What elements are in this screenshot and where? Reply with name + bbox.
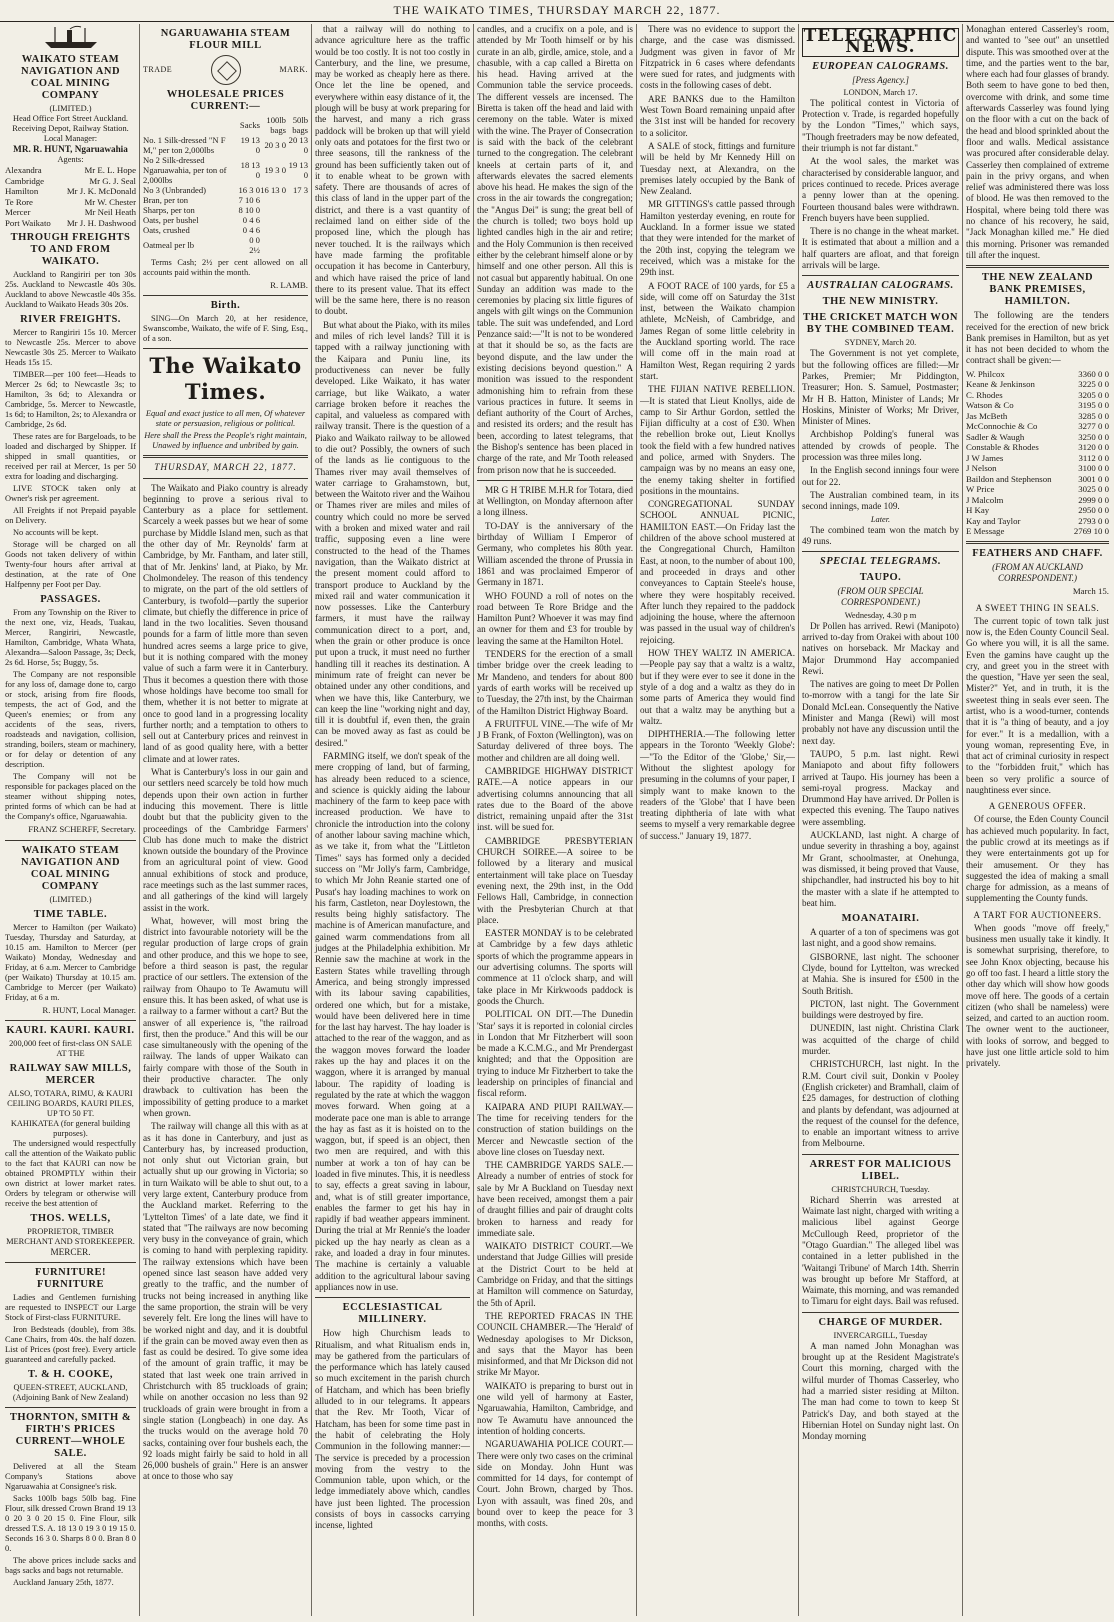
news-item: A FRUITFUL VINE.—The wife of Mr J B Frank, of Foxton (Wellington), was on Saturday delivered of three boys. The mother and children are all doing well. xyxy=(477,718,633,763)
passages-text: From any Township on the River to the next one, viz, Heads, Tuakau, Mercer, Rangiriri, Newcastle, Hamilton, Cambridge, Whata Whata, Alexandra—Saloon Passage, 3s; Deck, 2s 6d. Horse, 5s; Buggy, 5s. xyxy=(5,608,136,668)
agent-name: Mr G. J. Seal xyxy=(89,175,136,186)
price-cell: 20 3 0 xyxy=(264,140,286,150)
bank-heading: THE NEW ZEALAND BANK PREMISES, HAMILTON. xyxy=(981,272,1094,308)
price-row xyxy=(143,135,308,155)
column-4 xyxy=(473,24,636,1616)
arrest-date: CHRISTCHURCH, Tuesday. xyxy=(831,1184,930,1194)
news-item: MR GITTINGS's cattle passed through Hamilton yesterday evening, en route for Auckland. In a former issue we stated that they were intended for the market of the 20th inst, copying the telegram we received, which was a mistake for the 29th inst. xyxy=(640,199,795,278)
telegraphic-title: TELEGRAPHIC NEWS. xyxy=(803,26,958,58)
tender-name: W Price xyxy=(966,484,995,495)
editorial-paragraph: FARMING itself, we don't speak of the mere cropping of land, but of farming, has already been reduced to a science, and science is quickly aiding the labour machinery of the farm to keep pace with increased production. We have to chronicle the introduction into the colony of another labour saving machine which, as we take it, from what the "Littleton Times" says has formed only a decided success on "Mr Jolly's farm, Cambridge, to which Mr John Reanie started one of Pusat's hay loading machines to work on his farm, Castleton, near Doylestown, the results being highly satisfactory. The machine is of American manufacture, and gained warm commendations from all judges at the Philadelphia exhibition. Mr Rennie saw the machine at work in the Eastern States while travelling through America, and being strongly impressed with its labour saving capabilities, ordered one which, but for a mistake, would have been delivered here in time for the last hay harvest. The hay loader is attached to the rear of the waggon, and as the waggon moves forward the loader rakes up the hay and places it on the waggon, where it is arranged by manual labour. The rapidity of loading is regulated by the rate at which the waggon moves forward. When going at a moderate pace one man is able to arrange the hay as fast as it is hoisted on to the waggon, but, if speed is an object, then two men are required, and with this number at work a ton of hay can be loaded in five minutes. This, it is needless to say, effects a great saving in labour, and, what is of still greater importance, enables the farmer to get his hay in rapidly if bad weather appears imminent. During the trial at Mr Rennie's the loader picked up the hay nearly as clean as a rake, and loaded a dray in four minutes. The machine is certainly a valuable addition to the agricultural labour saving appliances now in use. xyxy=(315,751,470,1292)
date-line: THURSDAY, MARCH 22, 1877. xyxy=(154,462,297,473)
tender-row xyxy=(966,526,1109,537)
offer-heading: A GENEROUS OFFER. xyxy=(988,801,1087,812)
tender-amount: 3025 0 0 xyxy=(1078,484,1109,495)
tender-name: Keane & Jenkinson xyxy=(966,379,1035,390)
price-cell: 19 13 0 xyxy=(288,160,308,180)
editorial-paragraph: that a railway will do nothing to advance agriculture here as the traffic would be too costly. It is not too costly in Canterbury, and the line, we presume, may be worked as cheaply here as there. Once let the line be opened, and everywhere within easy distance of it, the plough will be busy at work preparing for the harvest, and many a rich grass paddock will be broken up that will yield only oats and potatoes for the first two or three seasons, till the rankness of the ground has been sufficiently taken out of it to enable wheat to be grown with safety. There are thousands of acres of this class of land in the upper part of the district, and there is a vast quantity of reclaimed land on either side of the proposed line, which the plough has never touched. It is the railways which have made farming the profitable occupation it has become in Canterbury, and which have raised the price of land there to its present value. That its effect will be the same here, there is no reason to doubt. xyxy=(315,24,470,317)
tender-amount: 2999 0 0 xyxy=(1078,494,1109,505)
ecclesiastical-text: How high Churchism leads to Ritualism, and what Ritualism ends in, may be gathered from the particulars of the performance which has lately caused so much excitement in the parish church of Hatcham, and which has been briefly alluded to in our telegrams. It appears that the Rev. Mr Tooth, Vicar of Hatcham, has been for some time past in the habit of celebrating the Holy Communion in the following manner:—The service is preceded by a procession moving from the vestry to the Communion table, upon which, or the ledge immediately above which, candles have just been lighted. The procession consists of boys in cassocks carrying incense, lighted xyxy=(315,1328,470,1531)
furniture-heading: FURNITURE! FURNITURE xyxy=(35,1267,106,1291)
murder-heading: CHARGE OF MURDER. xyxy=(818,1316,943,1328)
price-row xyxy=(143,155,308,185)
price-cell: Bran, per ton xyxy=(143,195,189,205)
tender-amount: 2769 10 0 xyxy=(1073,526,1109,537)
price-cell: 0 4 6 xyxy=(242,215,260,225)
tender-row xyxy=(966,400,1109,411)
price-cell: Oatmeal per lb xyxy=(143,240,195,250)
news-paragraph: At the wool sales, the market was characterised by considerable languor, and prices continued to recede. Prices average a penny lower than at the opening. Fourteen thousand bales were withdrawn. French buyers have been supplied. xyxy=(802,156,959,223)
column-2 xyxy=(139,24,311,1616)
later-text: The combined team won the match by 49 runs. xyxy=(802,524,959,546)
paper-title: The Waikato Times. xyxy=(149,353,302,405)
price-cell: No. 1 Silk-dressed "N F M," per ton 2,000lbs xyxy=(143,135,226,155)
manager-label: Local Manager: xyxy=(43,134,98,143)
agents-list xyxy=(5,165,136,228)
liability-text: The Company are not responsible for any loss of, damage done to, cargo or stock, arising from fire floods, tempests, the act of God, and the Queen's enemies; or from any accidents of the seas, rivers, roadsteads and navigation, collision, stranding, boilers, steam or machinery, or for delay or detention of any description. xyxy=(5,670,136,770)
storage-text: Storage will be charged on all Goods not taken delivery of within Twenty-four hours after arrival at destination, at the rate of One Halfpenny per Foot per Day. xyxy=(5,540,136,590)
price-cell xyxy=(286,205,308,215)
divider xyxy=(802,1154,959,1155)
news-item: POLITICAL ON DIT.—The Dunedin 'Star' says it is reported in colonial circles in London that Mr Fitzherbert will soon be made a K.C.M.G., and Mr Prendergast knighted; and that the Opposition are trying to induce Mr Fitzherbert to take the leadership on principles of financial and fiscal reform. xyxy=(477,1009,633,1099)
price-row xyxy=(143,195,308,205)
passages-heading: PASSAGES. xyxy=(40,594,101,606)
divider xyxy=(802,551,959,552)
divider xyxy=(5,1020,136,1021)
price-row xyxy=(143,215,308,225)
thornton-note: The above prices include sacks and bags sacks and bags not returnable. xyxy=(5,1556,136,1576)
steamer-icon xyxy=(41,24,101,50)
wells-role: PROPRIETOR, TIMBER MERCHANT AND STOREKEEPER. xyxy=(6,1226,135,1246)
european-sub: [Press Agency.] xyxy=(852,74,909,85)
divider xyxy=(802,1312,959,1313)
taupo-heading: TAUPO. xyxy=(859,572,902,584)
seal-heading: A SWEET THING IN SEALS. xyxy=(975,602,1100,613)
news-paragraph: TAUPO, 5 p.m. last night. Rewi Maniapoto and about fifty followers arrived at Taupo. His journey has been a semi-royal progress. Mackay and Drummond Hay have arrived. Dr Pollen is expected this evening. The Taupo natives were assembling. xyxy=(802,748,959,827)
news-item: WHO FOUND a roll of notes on the road between Te Rore Bridge and the Hamilton Punt? Whoever it was may find an owner for them and £3 for trouble by leaving the same at the Hamilton Hotel. xyxy=(477,590,633,646)
news-paragraph: The Government is not yet complete, but the following offices are filled:—Mr Parkes, Premier; Mr Piddington, Treasurer; Hon. S. Samuel, Postmaster; Mr H B. Hatton, Minister of Lands; Mr Hoskins, Minister of Works; Mr Driver, Minister of Mines. xyxy=(802,348,959,427)
news-item: ARE BANKS due to the Hamilton West Town Board remaining unpaid after the 31st inst will be handed for recovery to a solicitor. xyxy=(640,93,795,138)
packages-text: The Company will not be responsible for packages placed on the steamer without shipping notes, printed forms of which can be had at the Company's office, Ngaruawahia. xyxy=(5,772,136,822)
divider xyxy=(143,478,308,479)
dunedin-text: DUNEDIN, last night. Christina Clark was acquitted of the charge of child murder. xyxy=(802,1023,959,1057)
agent-row xyxy=(5,218,136,229)
auckland-text: AUCKLAND, last night. A charge of undue severity in thrashing a boy, against Mr Grant, schoolmaster, at Onehunga, was dismissed, it being proved that Vause, shipchandler, had instructed his boy to hit the master with a slate if he attempted to beat him. xyxy=(802,830,959,908)
divider xyxy=(802,275,959,276)
news-item: CAMBRIDGE PRESBYTERIAN CHURCH SOIREE.—A soiree to be followed by a literary and musical entertainment will take place on Tuesday evening next, the 29th inst, in the Odd Fellows Hall, Cambridge, in connection with the Presbyterian Church at that place. xyxy=(477,835,633,925)
manager-name: MR. R. HUNT, Ngaruawahia xyxy=(13,144,128,154)
new-ministry-heading: THE NEW MINISTRY. xyxy=(822,296,939,308)
timetable-signature: R. HUNT, Local Manager. xyxy=(42,1004,136,1015)
news-item: WAIKATO DISTRICT COURT.—We understand that Judge Gillies will preside at the District Court to be held at Cambridge on Friday, and that the sittings at Hamilton will commence on Saturday, the 5th of April. xyxy=(477,1241,633,1308)
australian-date: SYDNEY, March 20. xyxy=(844,338,917,348)
agent-name: Mr Neil Heath xyxy=(84,207,136,218)
price-col-header: 50lb bags xyxy=(292,115,308,135)
company-name: WAIKATO STEAM NAVIGATION AND COAL MINING COMPANY xyxy=(20,54,121,101)
tender-row xyxy=(966,369,1109,380)
company-name-2: WAIKATO STEAM NAVIGATION AND COAL MINING COMPANY xyxy=(20,844,121,892)
tender-name: J Malcolm xyxy=(966,494,1004,505)
river-text: Mercer to Rangiriri 15s 10. Mercer to Newcastle 25s. Mercer to above Newcastle 30s 25. Mercer to Waikato Heads 15s 15. xyxy=(5,328,136,368)
tender-row xyxy=(966,411,1109,422)
company-limited-2: (LIMITED.) xyxy=(49,894,92,904)
secretary-signature: FRANZ SCHERFF, Secretary. xyxy=(28,824,136,835)
tender-amount: 3360 0 0 xyxy=(1078,368,1109,379)
price-cell: 0 0 2½ xyxy=(249,235,260,255)
telegraphic-title-block xyxy=(802,28,959,57)
tender-row xyxy=(966,390,1109,401)
price-cell xyxy=(286,225,308,235)
news-item: KAIPARA AND PIUPI RAILWAY.—The time for receiving tenders for the construction of station buildings on the Mercer and Newcastle section of the above line closes on Tuesday next. xyxy=(477,1101,633,1157)
news-item: A FOOT RACE of 100 yards, for £5 a side, will come off on Saturday the 31st inst, between the Waikato champion athlete, McNeish, of Cambridge, and James Regan of some little celebrity in the Auckland sporting world. The race will come off in the main road at Hamilton West, Regan requiring 2 yards start. xyxy=(640,280,795,381)
feathers-sub: (FROM AN AUCKLAND CORRESPONDENT.) xyxy=(992,561,1083,584)
price-cell: 20 13 0 xyxy=(288,135,308,155)
freight-text: Auckland to Rangiriri per ton 30s 25s. Auckland to Newcastle 40s 30s. Auckland to above Newcastle 40s 35s. Auckland to Waikato Heads 30s 20s. xyxy=(5,270,136,310)
river-heading: RIVER FREIGHTS. xyxy=(20,314,121,326)
price-row xyxy=(143,225,308,235)
column-7 xyxy=(962,24,1112,1616)
news-item: WAIKATO is preparing to burst out in one wild yell of harmony at Easter, Ngaruawahia, Hamilton, Cambridge, and now Te Awamutu have announced the intention of holding concerts. xyxy=(477,1380,633,1436)
tender-amount: 3205 0 0 xyxy=(1078,389,1109,400)
thornton-heading: THORNTON, SMITH & FIRTH'S PRICES CURRENT—WHOLE SALE. xyxy=(9,1412,132,1460)
tender-name: Sadler & Waugh xyxy=(966,431,1025,442)
wholesale-heading: WHOLESALE PRICES CURRENT:— xyxy=(166,89,285,112)
tender-name: J Nelson xyxy=(966,463,997,474)
price-cell: 18 13 0 xyxy=(240,160,260,180)
tender-name: W. Philcox xyxy=(966,368,1005,379)
agent-town: Hamilton xyxy=(5,186,39,197)
news-item: EASTER MONDAY is to be celebrated at Cambridge by a few days athletic sports of which the programme appears in our advertising columns. The sports will commence at 11 o'clock sharp, and will take place in Mr Kirkwoods paddock is goods the Church. xyxy=(477,928,633,1006)
editorial-paragraph: What, however, will most bring the district into favourable notoriety will be the regular production of large crops of grain and other produce, and this we hope to see, before a third season is past, the regular practice of our settlers. The extension of the railway from Ohaupo to Te Awamutu will ensure this. It has been asked, of what use is a railway to a farmer without a cart? But the answer of all experience is, "the railroad first, then the produce." And this will be our case simultaneously with the opening of the railway. The lands of upper Waikato can fairly compare with those of the South in their productive character. The only drawback to cultivation has been the impossibility of getting produce to a market when grown. xyxy=(143,915,308,1118)
murder-text: A man named John Monaghan was brought up at the Resident Magistrate's Court this morning, charged with the wilful murder of Thomas Casserley, who had a married sister residing at Milton. The man had come to town to keep St Patrick's Day, and both stayed at the Hibernian Hotel on Sunday night last. On Monday morning xyxy=(802,1340,959,1442)
divider xyxy=(143,295,308,296)
agent-town: Alexandra xyxy=(5,165,42,176)
accounts-text: No accounts will be kept. xyxy=(13,528,99,538)
news-paragraph: There is no change in the wheat market. It is estimated that about a million and a half quarters are afloat, and that foreign arrivals will be large. xyxy=(802,226,959,271)
price-cell: 7 10 6 xyxy=(238,195,260,205)
price-cell xyxy=(286,215,308,225)
tender-amount: 3277 0 0 xyxy=(1078,421,1109,432)
tender-row xyxy=(966,505,1109,516)
trade-label: TRADE xyxy=(143,65,173,75)
tender-amount: 3120 0 0 xyxy=(1078,442,1109,453)
price-cell: No 3 (Unbranded) xyxy=(143,185,207,195)
news-item: MR G H TRIBE M.H.R for Totara, died at Wellington, on Monday afternoon after a long illness. xyxy=(477,484,633,518)
agent-name: Mr J. K. McDonald xyxy=(66,186,136,197)
news-item: There was no evidence to support the charge, and the case was dismissed. Judgment was given in favor of Mr Fitzpatrick in 6 cases where defendants were sued for rates, and judgments with costs in the following cases of debt. xyxy=(640,24,795,91)
agent-row xyxy=(5,186,136,197)
australian-text xyxy=(802,348,959,512)
european-heading: EUROPEAN CALOGRAMS. xyxy=(812,60,949,72)
agent-name: Mr J. H. Dashwood xyxy=(66,217,136,228)
murder-date: INVERCARGILL, Tuesday xyxy=(833,1330,928,1340)
wells-town: MERCER. xyxy=(50,1246,91,1257)
price-cell: Oats, crushed xyxy=(143,225,190,235)
tender-row xyxy=(966,495,1109,506)
news-item: THE REPORTED FRACAS IN THE COUNCIL CHAMBER.—The 'Herald' of Wednesday apologises to Mr Dickson, and says that the Mayor has been misinformed, and that Mr Dickson did not strike Mr Mayor. xyxy=(477,1310,633,1378)
thornton-prices: Sacks 100lb bags 50lb bag. Fine Flour, silk dressed Crown Brand 19 13 0 20 3 0 20 15 0. Fine Flour, silk dressed T.S. A. 18 13 0 19 3 0 19 15 0. Seconds 16 3 0. Sharps 8 0 0. Bran 8 0 0. xyxy=(5,1494,136,1554)
news-item: THE CAMBRIDGE YARDS SALE.—Already a number of entries of stock for sale by Mr A Buckland on Tuesday next have been received, amongst them a pair of draught fillies and pair of draught colts broken to harness and ready for immediate sale. xyxy=(477,1160,633,1238)
tender-amount: 2950 0 0 xyxy=(1078,505,1109,516)
gisborne-text: GISBORNE, last night. The schooner Clyde, bound for Lyttelton, was wrecked at Mahia. She is insured for £500 in the South British. xyxy=(802,951,959,996)
stock-text: LIVE STOCK taken only at Owner's risk per agreement. xyxy=(5,484,136,504)
taupo-sub: (FROM OUR SPECIAL CORRESPONDENT.) xyxy=(837,586,924,608)
price-cell: Oats, per bushel xyxy=(143,215,199,225)
divider xyxy=(143,455,308,458)
price-cell: 19 3 0 xyxy=(264,165,286,175)
wells-text: The undersigned would respectfully call the attention of the Waikato public to the fact that KAURI can now be obtained PROMPTLY within their own district at lower market rates. Orders by telegram or otherwise will receive the best attention of xyxy=(5,1138,136,1208)
editorial-paragraph: What is Canterbury's loss in our gain and our settlers need scarcely be told how much depends upon their own action in further inducing this movement. There is little doubt but that the publicity given to the proceedings of the Cambridge Farmers' Club has done much to make the district known outside the boundary of the Province from an agricultural point of view. Good annual exhibitions of stock and produce, race meetings such as the last summer races, and all gatherings of the kind will largely assist in the work. xyxy=(143,767,308,913)
column-5 xyxy=(636,24,798,1616)
kauri-heading: KAURI. KAURI. KAURI. xyxy=(6,1024,135,1036)
news-item: NGARUAWAHIA POLICE COURT.—There were only two cases on the criminal side on Monday. John Hunt was committed for 14 days, for contempt of Court. John Brown, charged by Thos. Lyon with assault, was fined 20s, and bound over to keep the peace for 3 months, with costs. xyxy=(477,1439,633,1529)
furniture-items: Iron Bedsteads (double), from 38s. Cane Chairs, from 40s. the half dozen. List of Prices (post free). Every article guaranteed and carefully packed. xyxy=(5,1325,136,1365)
tenders-list xyxy=(966,369,1109,537)
agent-row xyxy=(5,165,136,176)
price-col-header: Sacks xyxy=(239,120,260,130)
editorial xyxy=(143,483,308,1483)
agent-town: Cambridge xyxy=(5,175,45,186)
column-6 xyxy=(798,24,962,1616)
divider xyxy=(143,348,308,349)
australian-heading: AUSTRALIAN CALOGRAMS. xyxy=(807,280,954,292)
auctioneers-heading: A TART FOR AUCTIONEERS. xyxy=(973,909,1102,920)
arrest-text: Richard Sherrin was arrested at Waimate last night, charged with writing a malicious libel against George McCullough Reed, proprietor of the "Otago Guardian." The alleged libel was contained in a letter published in the 'Waitangi Tribune' of March 14th. Sherrin was brought up before Mr Stafford, at Waimate, this morning, and was remanded to Timaru for eight days. Bail was refused. xyxy=(802,1194,959,1307)
european-date: LONDON, March 17. xyxy=(843,87,918,97)
price-row xyxy=(143,205,308,215)
editorial-paragraph: But what about the Piako, with its miles and miles of rich level lands? Till it is tapped with a railway junctioning with the Kaipara and Puniu line, its productiveness can never be fully developed. Like Waikato, it has water carriage, but like Waikato, a water carriage broken before it reaches the capital, and valueless as compared with railway transit. There is the question of a Piako and Waikato railway to be allowed to die out? Possibly, the owners of such of the lands as lie contiguous to the Thames river may avail themselves of water carriage to Grahamstown, but, between the Waitoto river and the Waihou or Thames river are miles and miles of country which could no more be served with a broken and mixed water and rail traffic, supposing even a line were constructed to the head of the Thames navigation, than the Waikato district at the present moment could afford to transport produce to Auckland by the mixed rail and water communication it now possesses. Like the Canterbury farmers, it must have the railway communication direct to a port, and, when the grain or other produce is once put upon a truck, it must need no further handling till it reaches its destination. A minimum rate of freight can never be obtained under any other conditions, and when we have this, like Canterbury, we can keep the line "working night and day, till it is doubtful if, even then, the grain can be moved away as fast as could be desired." xyxy=(315,319,470,748)
tender-row xyxy=(966,516,1109,527)
price-col-header xyxy=(143,115,238,135)
timetable-text: Mercer to Hamilton (per Waikato) Tuesday, Thursday and Saturday, at 10.15 am. Hamilton to Mercer (per Waikato) Monday, Wednesday and Friday, at 6 a.m. Mercer to Cambridge (per Waikato) Thursday at 10.15 am. Cambridge to Mercer (per Waikato) Friday, at 6 a m. xyxy=(5,922,136,1002)
european-text xyxy=(802,98,959,271)
price-cell: Sharps, per ton xyxy=(143,205,195,215)
tender-row xyxy=(966,484,1109,495)
price-cell xyxy=(260,235,286,255)
motto-2: Here shall the Press the People's right maintain, Unawed by influence and unbribed by gain. xyxy=(144,431,307,451)
news-item: CAMBRIDGE HIGHWAY DISTRICT RATE.—A notice appears in our advertising columns announcing that all rates due to the Board of the above district, remaining unpaid after the 31st inst. will be sued for. xyxy=(477,766,633,833)
cooke-name: T. & H. COOKE, xyxy=(28,1369,113,1381)
tender-amount: 3001 0 0 xyxy=(1078,473,1109,484)
steamer-illustration xyxy=(5,24,136,50)
agent-name: Mr W. Chester xyxy=(84,196,136,207)
timber-text: TIMBER—per 100 feet—Heads to Mercer 2s 6d; to Newcastle 3s; to Hamilton, 3s 6d; to Alexandra or Cambridge, 5s. Mercer to Newcastle, 1s 6d; to Hamilton, 2s; to Alexandra or Cambridge, 2s 6d. xyxy=(5,370,136,430)
news-item: DIPHTHERIA.—The following letter appears in the Toronto 'Weekly Globe':—"To the Editor of the 'Globe,' Sir,—Without the slightest apology for presuming in the columns of your paper, I simply want to make known to the readers of the 'Globe' that I have been treating diphtheria of late with what seems to myself a very remarkable degree of success." January 19, 1877. xyxy=(640,729,795,841)
price-col-header: 100lb bags xyxy=(266,115,286,135)
tender-amount: 3285 0 0 xyxy=(1078,410,1109,421)
price-cell: No 2 Silk-dressed Ngaruawahia, per ton of 2,000lbs xyxy=(143,155,227,185)
divider xyxy=(5,1407,136,1408)
agent-town: Port Waikato xyxy=(5,217,51,228)
trade-mark-icon xyxy=(211,55,241,85)
tender-amount: 3112 0 0 xyxy=(1078,452,1109,463)
price-cell: 16 3 0 xyxy=(238,185,260,195)
feathers-date: March 15. xyxy=(1072,586,1109,597)
price-cell: 17 3 xyxy=(292,185,308,195)
tender-row xyxy=(966,432,1109,443)
divider xyxy=(966,541,1109,544)
news-paragraph: The natives are going to meet Dr Pollen to-morrow with a tangi for the late Sir Donald McLean. Consequently the Native Minister and Manga (Rewi) will most probably not have any discussion until the next day. xyxy=(802,679,959,746)
ecclesiastical-heading: ECCLESIASTICAL MILLINERY. xyxy=(342,1302,443,1326)
tender-row xyxy=(966,463,1109,474)
price-cell xyxy=(260,215,286,225)
tender-amount: 2793 0 0 xyxy=(1078,515,1109,526)
kauri-mills: RAILWAY SAW MILLS, MERCER xyxy=(9,1062,132,1086)
news-paragraph: The Australian combined team, in its second innings, made 109. xyxy=(802,489,959,512)
paper-title-block xyxy=(143,353,308,405)
feathers-heading: FEATHERS AND CHAFF. xyxy=(972,547,1103,559)
tender-name: Watson & Co xyxy=(966,400,1014,411)
column-3 xyxy=(311,24,473,1616)
agent-name: Mr E. L. Hope xyxy=(84,165,136,176)
tender-amount: 3100 0 0 xyxy=(1078,463,1109,474)
price-cell xyxy=(260,225,286,235)
tender-row xyxy=(966,442,1109,453)
tender-name: Kay and Taylor xyxy=(966,515,1021,526)
price-row xyxy=(143,235,308,255)
news-paragraph: In the English second innings four were out for 22. xyxy=(802,465,959,487)
news-item: HOW THEY WALTZ IN AMERICA.—People pay say that a waltz is a waltz, but if they were ever to see it done in the style of a dog and a waltz as they do in some parts of America they would find out that a waltz may be anything but a waltz. xyxy=(640,648,795,726)
mill-signature: R. LAMB. xyxy=(270,280,308,290)
divider xyxy=(966,265,1109,268)
local-news-items-continued xyxy=(640,24,795,842)
tender-name: C. Rhodes xyxy=(966,389,1003,400)
receiving-depot: Receiving Depot, Railway Station. xyxy=(12,124,129,133)
kauri-sub: 200,000 feet of first-class ON SALE AT THE xyxy=(9,1038,132,1058)
later-label: Later. xyxy=(870,514,891,524)
birth-text: SING—On March 20, at her residence, Swanscombe, Waikato, the wife of F. Sing, Esq., of a son. xyxy=(143,314,308,344)
moanatairi-text: A quarter of a ton of specimens was got last night, and a good show remains. xyxy=(802,927,959,949)
motto-1: Equal and exact justice to all men, Of whatever state or persuasion, religious or political. xyxy=(145,409,306,429)
picton-text: PICTON, last night. The Government buildings were destroyed by fire. xyxy=(802,998,959,1021)
agent-town: Mercer xyxy=(5,207,31,218)
thornton-date: Auckland January 25th, 1877. xyxy=(13,1578,114,1588)
kauri-extra: KAHIKATEA (for general building purposes). xyxy=(10,1118,131,1138)
news-item: A SALE of stock, fittings and furniture will be held by Mr Kennedy Hill on Tuesday next, at Alexandra, on the premises lately occupied by the Bank of New Zealand. xyxy=(640,140,795,197)
wells-name: THOS. WELLS, xyxy=(30,1212,111,1224)
tender-name: Baildon and Stephenson xyxy=(966,473,1052,484)
price-cell: 16 13 0 xyxy=(260,185,286,195)
company-limited: (LIMITED.) xyxy=(49,104,92,113)
local-news-items xyxy=(477,485,633,1530)
trade-mark-row xyxy=(143,55,308,85)
ecclesiastical-continued: candles, and a crucifix on a pole, and is attended by Mr Tooth himself or by his curate in an alb, girdle, amice, stole, and a chasuble, with a cap called a Biretta on his head. Having arrived at the Communion table the service proceeds. The different vessels are incensed. The Biretta is taken off the head and laid with ceremony on the table. Water is mixed with the wine. The Prayer of Consecration is said with the back of the celebrant turned to the congregation. The celebrant kneels at certain parts of it, and afterwards elevates the sacred elements above his head. He makes the sign of the cross in the air towards the congregation; the "Angus Dei" is sung; the great bell of the church is tolled; two boys hold up lighted candles high in the air and retire; and the Holy Communion is then received either by the celebrant himself alone or by himself and one other person. All this is not casual but apparently habitual. On one Sunday an addition was made to the ceremonies by placing six little figures of angels with gilt wings on the Communion table. The suit was undefended, and Lord Penzance said:—"It is not to be wondered at that it should be so, as the facts are beyond dispute, and the law under the existing decisions beyond question." A monition was issued to the respondent admonishing him to refrain from these various practices in future. It seems in defiant authority of the Court of Arches, and resisted its orders; and the result has been, according to latest telegrams, that the Bishop's sentence has been placed in charge of the rate, and Mr Tooth released from prison now that he is succeeded. xyxy=(477,24,633,475)
tender-name: H Kay xyxy=(966,505,990,516)
divider xyxy=(477,480,633,481)
news-item: CONGREGATIONAL SUNDAY SCHOOL ANNUAL PICNIC, HAMILTON EAST.—On Friday last the children of the above school mustered at the Congregational Church, Hamilton East, at noon, to the number of about 100, and proceeded in drays and other conveyances to Captain Steele's house, where they were hospitably received. After lunch they repaired to the paddock adjoining the house, where the afternoon was passed in the usual way of children's rejoicing. xyxy=(640,499,795,645)
price-cell: 0 4 6 xyxy=(242,225,260,235)
masthead: THE WAIKATO TIMES, THURSDAY MARCH 22, 1877. xyxy=(0,0,1114,22)
price-cell: 19 13 0 xyxy=(240,135,260,155)
freight-heading: THROUGH FREIGHTS TO AND FROM WAIKATO. xyxy=(10,232,131,268)
thornton-text: Delivered at all the Steam Company's Stations above Ngaruawahia at Consignee's risk. xyxy=(5,1462,136,1492)
divider xyxy=(315,1297,470,1298)
moanatairi-heading: MOANATAIRI. xyxy=(841,913,920,925)
murder-continued: Monaghan entered Casserley's room, and wanted to "see out" an unsettled dispute. This was smoothed over at the time, and the parties went to the bar, where each had four glasses of brandy. Both seem to have gone to bed then, overcome with drink, and some time afterwards Casserley was found lying on the floor with a cut on the back of the head and blood sprinkled about the floor and walls. Medical assistance was procured after considerable delay. Casserley then complained of extreme pain in the privy organs, and when relief was administered there was loss of blood. He was then removed to the Hospital, where being told there was no chance of his recovery, he said, "Jack Monaghan killed me." He died this morning. Prisoner was remanded till after the inquest. xyxy=(966,24,1109,260)
taupo-date: Wednesday, 4.30 p m xyxy=(844,610,917,620)
agent-row xyxy=(5,176,136,187)
tender-row xyxy=(966,379,1109,390)
birth-heading: Birth. xyxy=(210,300,241,312)
tender-row xyxy=(966,421,1109,432)
tender-amount: 3225 0 0 xyxy=(1078,379,1109,390)
prepaid-text: All Freights if not Prepaid payable on Delivery. xyxy=(5,506,136,526)
editorial-paragraph: The Waikato and Piako country is already beginning to prove a serious rival to Canterbury as a place for settlement. Scarcely a week passes but we hear of some purchase by Middle Island men, such as that the other day of Mr. Reynolds' farm at Cambridge, by Mr. Fantham, and later still, that of Mr. Jenkins' land, at Piako, by Mr. Cholmondeley. The reason of this tendency to migrate, on the part of the old settlers of Canterbury, is twofold—partly the superior climate, but chiefly the difference in price of land in the two localities. Seven thousand pounds for a farm of little more than seven hundred acres seems a large price to give, but it is nothing compared with the money value of such a farm were it in Canterbury. Thus it becomes a question there with those whose holdings have become too small for them, whether it is not better to migrate at once to good land in a progressing locality further north; and a temptation to others to sell out at Canterbury prices and reinvest in land of as good quality here, with a better climate and at lower rates. xyxy=(143,482,308,764)
column-1 xyxy=(2,24,139,1616)
editorial-paragraph: The railway will change all this with as at as it has done in Canterbury, and just as Canterbury has, by increased production, not only shut out Victorian grain, but actually shut up our growing in Victoria; so in turn Waikato will be able to shut out, to a very large extent, Canterbury produce from the Auckland market. Referring to the 'Lyttelton Times' of a late date, we find it stated that "The railways are now becoming very busy in the conveyance of grain, which is coming to hand with perplexing rapidity. The railway extensions which have been opened since last season have added very greatly to the traffic, and the number of trucks not being increased in anything like the same proportion, the strain will be very severely felt. Ere long the lines will have to be worked night and day, and it is doubtful if the grain can be moved away even then as fast as could be desired. To give some idea of the amount of grain traffic, it may be stated that last week one train arrived in Christchurch with 85 truckloads of grain; while on another occasion no less than 92 truckloads of grain were brought in from a single station (Longbeach) in one day. As the trucks would on the average hold 70 sacks, containing over four bushels each, the 92 loads might fairly be said to hold in all 26,000 bushels of grain." Here is an answer at once to those who say xyxy=(143,1121,308,1482)
price-cell: 8 10 0 xyxy=(238,205,260,215)
taupo-text xyxy=(802,621,959,828)
tender-name: Constable & Rhodes xyxy=(966,442,1039,453)
news-paragraph: The political contest in Victoria of Protection v. Trade, is regarded hopefully by the London "Times," which says, "Though freetraders may be now defeated, their triumph is not far distant." xyxy=(802,97,959,154)
timetable-heading: TIME TABLE. xyxy=(33,908,108,920)
tender-name: Jas McBeth xyxy=(966,410,1008,421)
price-cell xyxy=(286,195,308,205)
tender-amount: 3195 0 0 xyxy=(1078,400,1109,411)
kauri-also: ALSO, TOTARA, RIMU, & KAURI CEILING BOARDS, KAURI PILES, UP TO 50 FT. xyxy=(7,1088,134,1118)
agents-label: Agents: xyxy=(57,155,84,165)
divider xyxy=(5,840,136,841)
bank-text: The following are the tenders received for the erection of new brick Bank premises in Hamilton, but as yet it has not been decided to whom the contract shall be given:— xyxy=(966,310,1109,366)
tender-name: E Message xyxy=(966,526,1005,537)
price-cell xyxy=(286,235,308,255)
special-telegrams-heading: SPECIAL TELEGRAMS. xyxy=(819,556,942,568)
price-cell xyxy=(260,195,286,205)
offer-text: Of course, the Eden County Council has achieved much popularity. In fact, the public crowd at its meetings as if they were entertainments got up for their amusement. Or they has suggested the idea of making a small charge for admission, as a means of supplementing the County funds. xyxy=(966,814,1109,904)
news-item: TO-DAY is the anniversary of the birthday of William I Emperor of Germany, who completes his 80th year. William ascended the throne of Prussia in 1861 and was proclaimed Emperor of Germany in 1871. xyxy=(477,520,633,588)
divider xyxy=(5,1262,136,1263)
tender-amount: 3250 0 0 xyxy=(1078,431,1109,442)
news-item: THE FIJIAN NATIVE REBELLION.—It is stated that Lieut Knollys, aide de camp to Sir Arthur Gordon, settled the Fijian difficulty at a cost of £30. When the rebellion broke out, Lieut Knollys took the field with a few hundred natives and police, armed with Snyders. The campaign was by no means an easy one, the enemy taking shelter in fortified positions in the mountains. xyxy=(640,384,795,496)
price-table xyxy=(143,115,308,255)
rates-text: These rates are for Bargeloads, to be loaded and discharged by Shipper. If shipped in small quantities, or received per rail at Mercer, 1s per 50 extra for loading and discharging. xyxy=(5,432,136,482)
news-paragraph: Dr Pollen has arrived. Rewi (Manipoto) arrived to-day from Orakei with about 100 natives on horseback. Mr Mackay and Major Drummond Hay accompanied Rewi. xyxy=(802,620,959,676)
auctioneers-text: When goods "move off freely," business men usually take it kindly. It is somewhat surprising, therefore, to see John Knox objecting, because his go off too fast. I heard a little story the other day which will show how goods move off here. The goods of a certain citizen (who shall be nameless) were seized, and carted to an auction room. The owner went to the auctioneer, with looks of sorrow, and begged to have just one little article sold to him privately. xyxy=(966,922,1109,1069)
tender-name: McConnochie & Co xyxy=(966,421,1038,432)
agent-row xyxy=(5,207,136,218)
cricket-heading: THE CRICKET MATCH WON BY THE COMBINED TEAM. xyxy=(803,312,958,336)
tender-row xyxy=(966,453,1109,464)
price-row xyxy=(143,185,308,195)
editorial-continued xyxy=(315,24,470,1293)
arrest-heading: ARREST FOR MALICIOUS LIBEL. xyxy=(809,1158,952,1182)
news-paragraph: Archbishop Polding's funeral was attended by crowds of people. The procession was three miles long. xyxy=(802,429,959,463)
tender-row xyxy=(966,474,1109,485)
head-office: Head Office Fort Street Auckland. xyxy=(13,114,128,123)
terms-text: Terms Cash; 2½ per cent allowed on all accounts paid within the month. xyxy=(143,258,308,277)
mark-label: MARK. xyxy=(279,65,308,75)
price-cell xyxy=(260,205,286,215)
agent-town: Te Rore xyxy=(5,196,33,207)
news-item: TENDERS for the erection of a small timber bridge over the creek leading to Mr Mandeno, and tenders for about 800 yards of earth works will be received up to Tuesday, the 27th inst, by the Chairman of the Hamilton District Highway Board. xyxy=(477,649,633,716)
agent-row xyxy=(5,197,136,208)
furniture-text: Ladies and Gentlemen furnishing are requested to INSPECT our Large Stock of First-class FURNITURE. xyxy=(5,1293,136,1323)
seal-text: The current topic of town talk just now is, the Eden County Council Seal. Go where you will, it is all the same. Even the gamins have caught up the cry, and greet you in the street with the question, "Have yer seen the seal, Mister?" Yet, and in truth, it is the sweetest thing in seals ever seen. The artist, who is a wood-turner, contends that it is "a thing of beauty, and a joy for ever." It is a medallion, with a young woman, representing Eve, in that act of criminal curiosity in respect to the "forbidden fruit," which has been so very prolific a source of naughtiness ever since. xyxy=(966,615,1109,796)
christchurch-text: CHRISTCHURCH, last night. In the R.M. Court civil suit, Donkin v Pooley (English cricketer) and Bramhall, claim of £25 damages, for destruction of clothing and plants by defendant, was adjourned at the request of the counsel for the defence, to enable an important witness to arrive from Melbourne. xyxy=(802,1059,959,1149)
cooke-address: QUEEN-STREET, AUCKLAND, (Adjoining Bank of New Zealand) xyxy=(12,1383,129,1403)
price-header-row xyxy=(143,115,308,135)
tender-name: J W James xyxy=(966,452,1004,463)
mill-heading: NGARUAWAHIA STEAM FLOUR MILL xyxy=(160,28,291,51)
